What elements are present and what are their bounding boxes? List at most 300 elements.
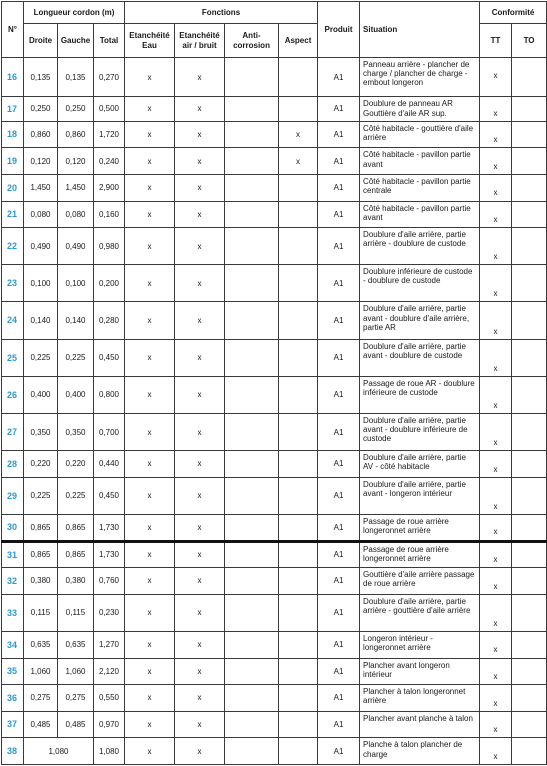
cell-gauche: 0,485 xyxy=(58,711,94,738)
row-number: 38 xyxy=(2,738,24,765)
cell-tt: x xyxy=(480,339,512,376)
header-produit: Produit xyxy=(318,2,360,58)
cell-produit: A1 xyxy=(318,302,360,339)
cell-total: 0,270 xyxy=(94,58,125,97)
cell-produit: A1 xyxy=(318,58,360,97)
cell-to xyxy=(512,174,547,201)
cell-anti-corrosion xyxy=(225,451,279,478)
cell-situation: Côté habitacle - pavillon partie avant xyxy=(360,201,480,228)
cell-aspect xyxy=(279,265,318,302)
cell-produit: A1 xyxy=(318,201,360,228)
cell-gauche: 0,225 xyxy=(58,477,94,514)
cell-etancheite-eau: x xyxy=(125,451,175,478)
cell-to xyxy=(512,685,547,712)
cell-produit: A1 xyxy=(318,228,360,265)
cell-anti-corrosion xyxy=(225,685,279,712)
cell-droite: 0,490 xyxy=(24,228,58,265)
cell-tt: x xyxy=(480,568,512,595)
cell-situation: Gouttière d'aile arrière passage de roue arrière xyxy=(360,568,480,595)
header-tt: TT xyxy=(480,24,512,58)
cell-droite: 0,865 xyxy=(24,541,58,568)
cell-etancheite-air: x xyxy=(175,658,225,685)
row-number: 21 xyxy=(2,201,24,228)
cell-gauche: 0,350 xyxy=(58,414,94,451)
cell-droite: 0,135 xyxy=(24,58,58,97)
cell-anti-corrosion xyxy=(225,541,279,568)
cell-anti-corrosion xyxy=(225,515,279,542)
cell-situation: Doublure d'aile arrière, partie AV - côté habitacle xyxy=(360,451,480,478)
cell-tt: x xyxy=(480,121,512,148)
cell-tt: x xyxy=(480,228,512,265)
header-gauche: Gauche xyxy=(58,24,94,58)
cell-total: 0,550 xyxy=(94,685,125,712)
cell-to xyxy=(512,711,547,738)
table-body xyxy=(2,58,547,765)
cell-total: 0,450 xyxy=(94,477,125,514)
cell-situation: Doublure d'aile arrière, partie avant - doublure d'aile arrière, partie AR xyxy=(360,302,480,339)
cell-droite: 0,865 xyxy=(24,515,58,542)
table-row xyxy=(2,515,547,542)
cell-to xyxy=(512,339,547,376)
table-row xyxy=(2,711,547,738)
cell-anti-corrosion xyxy=(225,174,279,201)
cell-gauche: 0,140 xyxy=(58,302,94,339)
cell-to xyxy=(512,594,547,631)
cell-etancheite-air: x xyxy=(175,515,225,542)
row-number: 37 xyxy=(2,711,24,738)
cell-etancheite-eau: x xyxy=(125,302,175,339)
cell-total: 0,240 xyxy=(94,148,125,175)
cell-etancheite-eau: x xyxy=(125,658,175,685)
cell-tt: x xyxy=(480,515,512,542)
cell-situation: Doublure d'aile arrière, partie avant - doublure inférieure de custode xyxy=(360,414,480,451)
cell-to xyxy=(512,302,547,339)
cell-produit: A1 xyxy=(318,339,360,376)
cell-gauche: 0,080 xyxy=(58,201,94,228)
cell-gauche: 0,865 xyxy=(58,515,94,542)
cell-etancheite-air: x xyxy=(175,451,225,478)
cell-droite: 0,140 xyxy=(24,302,58,339)
cell-total: 0,200 xyxy=(94,265,125,302)
table-row xyxy=(2,58,547,97)
cell-tt: x xyxy=(480,477,512,514)
cell-aspect xyxy=(279,228,318,265)
table-row xyxy=(2,451,547,478)
header-longueur-group: Longueur cordon (m) xyxy=(24,2,125,24)
cell-gauche: 0,490 xyxy=(58,228,94,265)
cell-etancheite-eau: x xyxy=(125,711,175,738)
row-number: 27 xyxy=(2,414,24,451)
cell-etancheite-air: x xyxy=(175,97,225,121)
cell-anti-corrosion xyxy=(225,201,279,228)
cell-to xyxy=(512,265,547,302)
cell-total: 0,160 xyxy=(94,201,125,228)
cell-situation: Doublure d'aile arrière, partie arrière - gouttière d'aile arrière xyxy=(360,594,480,631)
cell-produit: A1 xyxy=(318,148,360,175)
cell-etancheite-eau: x xyxy=(125,265,175,302)
row-number: 20 xyxy=(2,174,24,201)
cell-total: 0,500 xyxy=(94,97,125,121)
cell-anti-corrosion xyxy=(225,414,279,451)
cell-produit: A1 xyxy=(318,477,360,514)
cell-tt: x xyxy=(480,174,512,201)
row-number: 30 xyxy=(2,515,24,542)
cell-to xyxy=(512,477,547,514)
cell-etancheite-eau: x xyxy=(125,148,175,175)
cell-droite: 0,860 xyxy=(24,121,58,148)
cell-to xyxy=(512,632,547,659)
cell-to xyxy=(512,738,547,765)
row-number: 36 xyxy=(2,685,24,712)
cell-tt: x xyxy=(480,632,512,659)
header-to: TO xyxy=(512,24,547,58)
cell-aspect xyxy=(279,339,318,376)
cell-to xyxy=(512,201,547,228)
cell-tt: x xyxy=(480,594,512,631)
cell-etancheite-air: x xyxy=(175,541,225,568)
cell-situation: Passage de roue AR - doublure inférieure de custode xyxy=(360,376,480,413)
cell-total: 1,730 xyxy=(94,541,125,568)
cell-aspect xyxy=(279,97,318,121)
cell-produit: A1 xyxy=(318,685,360,712)
cell-to xyxy=(512,148,547,175)
cell-etancheite-eau: x xyxy=(125,228,175,265)
row-number: 29 xyxy=(2,477,24,514)
cell-aspect xyxy=(279,515,318,542)
cell-droite-gauche-merged: 1,080 xyxy=(24,738,94,765)
table-row xyxy=(2,148,547,175)
cell-aspect xyxy=(279,541,318,568)
cell-total: 0,700 xyxy=(94,414,125,451)
header-aspect: Aspect xyxy=(279,24,318,58)
row-number: 22 xyxy=(2,228,24,265)
cell-etancheite-air: x xyxy=(175,201,225,228)
cell-etancheite-air: x xyxy=(175,685,225,712)
cell-aspect xyxy=(279,302,318,339)
cell-etancheite-eau: x xyxy=(125,541,175,568)
header-conformite-group: Conformité xyxy=(480,2,547,24)
cell-etancheite-air: x xyxy=(175,265,225,302)
cell-etancheite-air: x xyxy=(175,738,225,765)
table-row xyxy=(2,302,547,339)
cell-produit: A1 xyxy=(318,174,360,201)
cell-etancheite-eau: x xyxy=(125,568,175,595)
cell-aspect xyxy=(279,632,318,659)
cell-etancheite-eau: x xyxy=(125,97,175,121)
cell-tt: x xyxy=(480,711,512,738)
table-row xyxy=(2,339,547,376)
cell-anti-corrosion xyxy=(225,121,279,148)
cell-tt: x xyxy=(480,685,512,712)
cell-tt: x xyxy=(480,265,512,302)
cell-droite: 0,485 xyxy=(24,711,58,738)
cell-anti-corrosion xyxy=(225,594,279,631)
cell-situation: Doublure d'aile arrière, partie avant - doublure de custode xyxy=(360,339,480,376)
cell-gauche: 0,250 xyxy=(58,97,94,121)
cell-total: 0,980 xyxy=(94,228,125,265)
cell-droite: 0,635 xyxy=(24,632,58,659)
cell-tt: x xyxy=(480,97,512,121)
cell-to xyxy=(512,228,547,265)
cell-gauche: 0,115 xyxy=(58,594,94,631)
cell-situation: Doublure d'aile arrière, partie avant - longeron intérieur xyxy=(360,477,480,514)
cell-tt: x xyxy=(480,58,512,97)
cell-etancheite-eau: x xyxy=(125,201,175,228)
cell-produit: A1 xyxy=(318,594,360,631)
cell-etancheite-eau: x xyxy=(125,174,175,201)
cell-droite: 0,225 xyxy=(24,339,58,376)
cell-to xyxy=(512,414,547,451)
cell-gauche: 0,865 xyxy=(58,541,94,568)
cell-produit: A1 xyxy=(318,97,360,121)
cell-gauche: 0,120 xyxy=(58,148,94,175)
cell-produit: A1 xyxy=(318,265,360,302)
row-number: 32 xyxy=(2,568,24,595)
cell-situation: Doublure inférieure de custode - doublure de custode xyxy=(360,265,480,302)
table-row xyxy=(2,658,547,685)
cell-situation: Planche à talon plancher de charge xyxy=(360,738,480,765)
cell-situation: Côté habitacle - gouttière d'aile arrière xyxy=(360,121,480,148)
cell-droite: 0,350 xyxy=(24,414,58,451)
cell-anti-corrosion xyxy=(225,228,279,265)
cell-situation: Longeron intérieur - longeronnet arrière xyxy=(360,632,480,659)
cell-aspect xyxy=(279,711,318,738)
cell-to xyxy=(512,376,547,413)
cell-tt: x xyxy=(480,376,512,413)
table-row xyxy=(2,201,547,228)
table-row xyxy=(2,632,547,659)
cell-tt: x xyxy=(480,414,512,451)
cell-aspect: x xyxy=(279,148,318,175)
cell-etancheite-eau: x xyxy=(125,594,175,631)
cell-aspect: x xyxy=(279,121,318,148)
cell-gauche: 0,135 xyxy=(58,58,94,97)
cell-total: 0,230 xyxy=(94,594,125,631)
cell-tt: x xyxy=(480,658,512,685)
cell-situation: Plancher avant planche à talon xyxy=(360,711,480,738)
cell-total: 2,900 xyxy=(94,174,125,201)
cell-situation: Panneau arrière - plancher de charge / plancher de charge - embout longeron xyxy=(360,58,480,97)
row-number: 16 xyxy=(2,58,24,97)
table-row xyxy=(2,121,547,148)
row-number: 35 xyxy=(2,658,24,685)
cell-droite: 0,400 xyxy=(24,376,58,413)
cell-anti-corrosion xyxy=(225,711,279,738)
cell-etancheite-eau: x xyxy=(125,477,175,514)
cell-produit: A1 xyxy=(318,515,360,542)
cell-etancheite-eau: x xyxy=(125,632,175,659)
cell-aspect xyxy=(279,414,318,451)
cell-aspect xyxy=(279,201,318,228)
cell-droite: 0,225 xyxy=(24,477,58,514)
cell-etancheite-eau: x xyxy=(125,414,175,451)
table-row xyxy=(2,174,547,201)
cell-droite: 0,275 xyxy=(24,685,58,712)
cell-gauche: 0,275 xyxy=(58,685,94,712)
cell-total: 1,730 xyxy=(94,515,125,542)
cell-produit: A1 xyxy=(318,376,360,413)
cell-gauche: 0,220 xyxy=(58,451,94,478)
cell-droite: 0,250 xyxy=(24,97,58,121)
cell-droite: 1,450 xyxy=(24,174,58,201)
cell-aspect xyxy=(279,174,318,201)
table-row xyxy=(2,265,547,302)
cell-produit: A1 xyxy=(318,568,360,595)
cell-droite: 0,120 xyxy=(24,148,58,175)
cell-total: 0,760 xyxy=(94,568,125,595)
cell-to xyxy=(512,515,547,542)
row-number: 34 xyxy=(2,632,24,659)
cell-produit: A1 xyxy=(318,658,360,685)
cell-aspect xyxy=(279,477,318,514)
cell-anti-corrosion xyxy=(225,376,279,413)
cell-tt: x xyxy=(480,541,512,568)
cell-anti-corrosion xyxy=(225,568,279,595)
cell-etancheite-air: x xyxy=(175,594,225,631)
table-row xyxy=(2,477,547,514)
cell-to xyxy=(512,541,547,568)
cell-to xyxy=(512,451,547,478)
header-droite: Droite xyxy=(24,24,58,58)
cell-produit: A1 xyxy=(318,738,360,765)
cell-etancheite-air: x xyxy=(175,339,225,376)
cell-gauche: 0,860 xyxy=(58,121,94,148)
cell-total: 0,970 xyxy=(94,711,125,738)
cell-total: 2,120 xyxy=(94,658,125,685)
sealant-bead-table xyxy=(1,1,547,765)
cell-droite: 0,080 xyxy=(24,201,58,228)
row-number: 28 xyxy=(2,451,24,478)
cell-to xyxy=(512,658,547,685)
cell-total: 1,080 xyxy=(94,738,125,765)
cell-etancheite-air: x xyxy=(175,228,225,265)
header-total: Total xyxy=(94,24,125,58)
row-number: 19 xyxy=(2,148,24,175)
cell-etancheite-air: x xyxy=(175,632,225,659)
cell-anti-corrosion xyxy=(225,97,279,121)
cell-droite: 1,060 xyxy=(24,658,58,685)
cell-etancheite-eau: x xyxy=(125,738,175,765)
table-row xyxy=(2,97,547,121)
table-row xyxy=(2,376,547,413)
cell-situation: Côté habitacle - pavillon partie avant xyxy=(360,148,480,175)
cell-gauche: 0,635 xyxy=(58,632,94,659)
cell-gauche: 1,060 xyxy=(58,658,94,685)
row-number: 24 xyxy=(2,302,24,339)
cell-anti-corrosion xyxy=(225,658,279,685)
cell-to xyxy=(512,97,547,121)
cell-anti-corrosion xyxy=(225,58,279,97)
cell-etancheite-air: x xyxy=(175,121,225,148)
cell-to xyxy=(512,121,547,148)
cell-etancheite-eau: x xyxy=(125,376,175,413)
cell-tt: x xyxy=(480,451,512,478)
cell-total: 1,720 xyxy=(94,121,125,148)
cell-aspect xyxy=(279,594,318,631)
cell-produit: A1 xyxy=(318,711,360,738)
header-situation: Situation xyxy=(360,2,480,58)
cell-aspect xyxy=(279,738,318,765)
table-row xyxy=(2,228,547,265)
table-row xyxy=(2,738,547,765)
cell-etancheite-eau: x xyxy=(125,685,175,712)
cell-gauche: 1,450 xyxy=(58,174,94,201)
cell-total: 0,450 xyxy=(94,339,125,376)
cell-gauche: 0,225 xyxy=(58,339,94,376)
header-etancheite-eau: Etanchéité Eau xyxy=(125,24,175,58)
cell-etancheite-eau: x xyxy=(125,58,175,97)
cell-aspect xyxy=(279,451,318,478)
header-fonctions-group: Fonctions xyxy=(125,2,318,24)
table-header xyxy=(2,2,547,58)
cell-aspect xyxy=(279,685,318,712)
cell-produit: A1 xyxy=(318,451,360,478)
row-number: 23 xyxy=(2,265,24,302)
cell-produit: A1 xyxy=(318,541,360,568)
cell-etancheite-air: x xyxy=(175,711,225,738)
cell-droite: 0,380 xyxy=(24,568,58,595)
cell-tt: x xyxy=(480,738,512,765)
cell-etancheite-eau: x xyxy=(125,515,175,542)
cell-aspect xyxy=(279,58,318,97)
cell-tt: x xyxy=(480,201,512,228)
cell-gauche: 0,100 xyxy=(58,265,94,302)
cell-aspect xyxy=(279,376,318,413)
cell-aspect xyxy=(279,568,318,595)
row-number: 25 xyxy=(2,339,24,376)
cell-situation: Passage de roue arrière longeronnet arrière xyxy=(360,541,480,568)
cell-total: 0,280 xyxy=(94,302,125,339)
cell-anti-corrosion xyxy=(225,339,279,376)
cell-etancheite-air: x xyxy=(175,414,225,451)
cell-droite: 0,100 xyxy=(24,265,58,302)
cell-situation: Doublure d'aile arrière, partie arrière - doublure de custode xyxy=(360,228,480,265)
cell-etancheite-eau: x xyxy=(125,121,175,148)
cell-total: 0,800 xyxy=(94,376,125,413)
row-number: 31 xyxy=(2,541,24,568)
row-number: 18 xyxy=(2,121,24,148)
cell-situation: Doublure de panneau AR Gouttière d'aile AR sup. xyxy=(360,97,480,121)
cell-anti-corrosion xyxy=(225,477,279,514)
cell-etancheite-eau: x xyxy=(125,339,175,376)
cell-etancheite-air: x xyxy=(175,376,225,413)
cell-anti-corrosion xyxy=(225,148,279,175)
cell-produit: A1 xyxy=(318,121,360,148)
cell-situation: Passage de roue arrière longeronnet arrière xyxy=(360,515,480,542)
cell-gauche: 0,380 xyxy=(58,568,94,595)
cell-droite: 0,115 xyxy=(24,594,58,631)
cell-situation: Plancher avant longeron intérieur xyxy=(360,658,480,685)
cell-anti-corrosion xyxy=(225,302,279,339)
cell-etancheite-air: x xyxy=(175,174,225,201)
header-no: N° xyxy=(2,2,24,58)
cell-etancheite-air: x xyxy=(175,148,225,175)
cell-to xyxy=(512,58,547,97)
cell-anti-corrosion xyxy=(225,632,279,659)
cell-total: 1,270 xyxy=(94,632,125,659)
cell-etancheite-air: x xyxy=(175,477,225,514)
cell-etancheite-air: x xyxy=(175,568,225,595)
row-number: 33 xyxy=(2,594,24,631)
cell-etancheite-air: x xyxy=(175,58,225,97)
cell-total: 0,440 xyxy=(94,451,125,478)
table-row xyxy=(2,414,547,451)
cell-etancheite-air: x xyxy=(175,302,225,339)
row-number: 17 xyxy=(2,97,24,121)
table-row xyxy=(2,541,547,568)
cell-aspect xyxy=(279,658,318,685)
cell-anti-corrosion xyxy=(225,738,279,765)
